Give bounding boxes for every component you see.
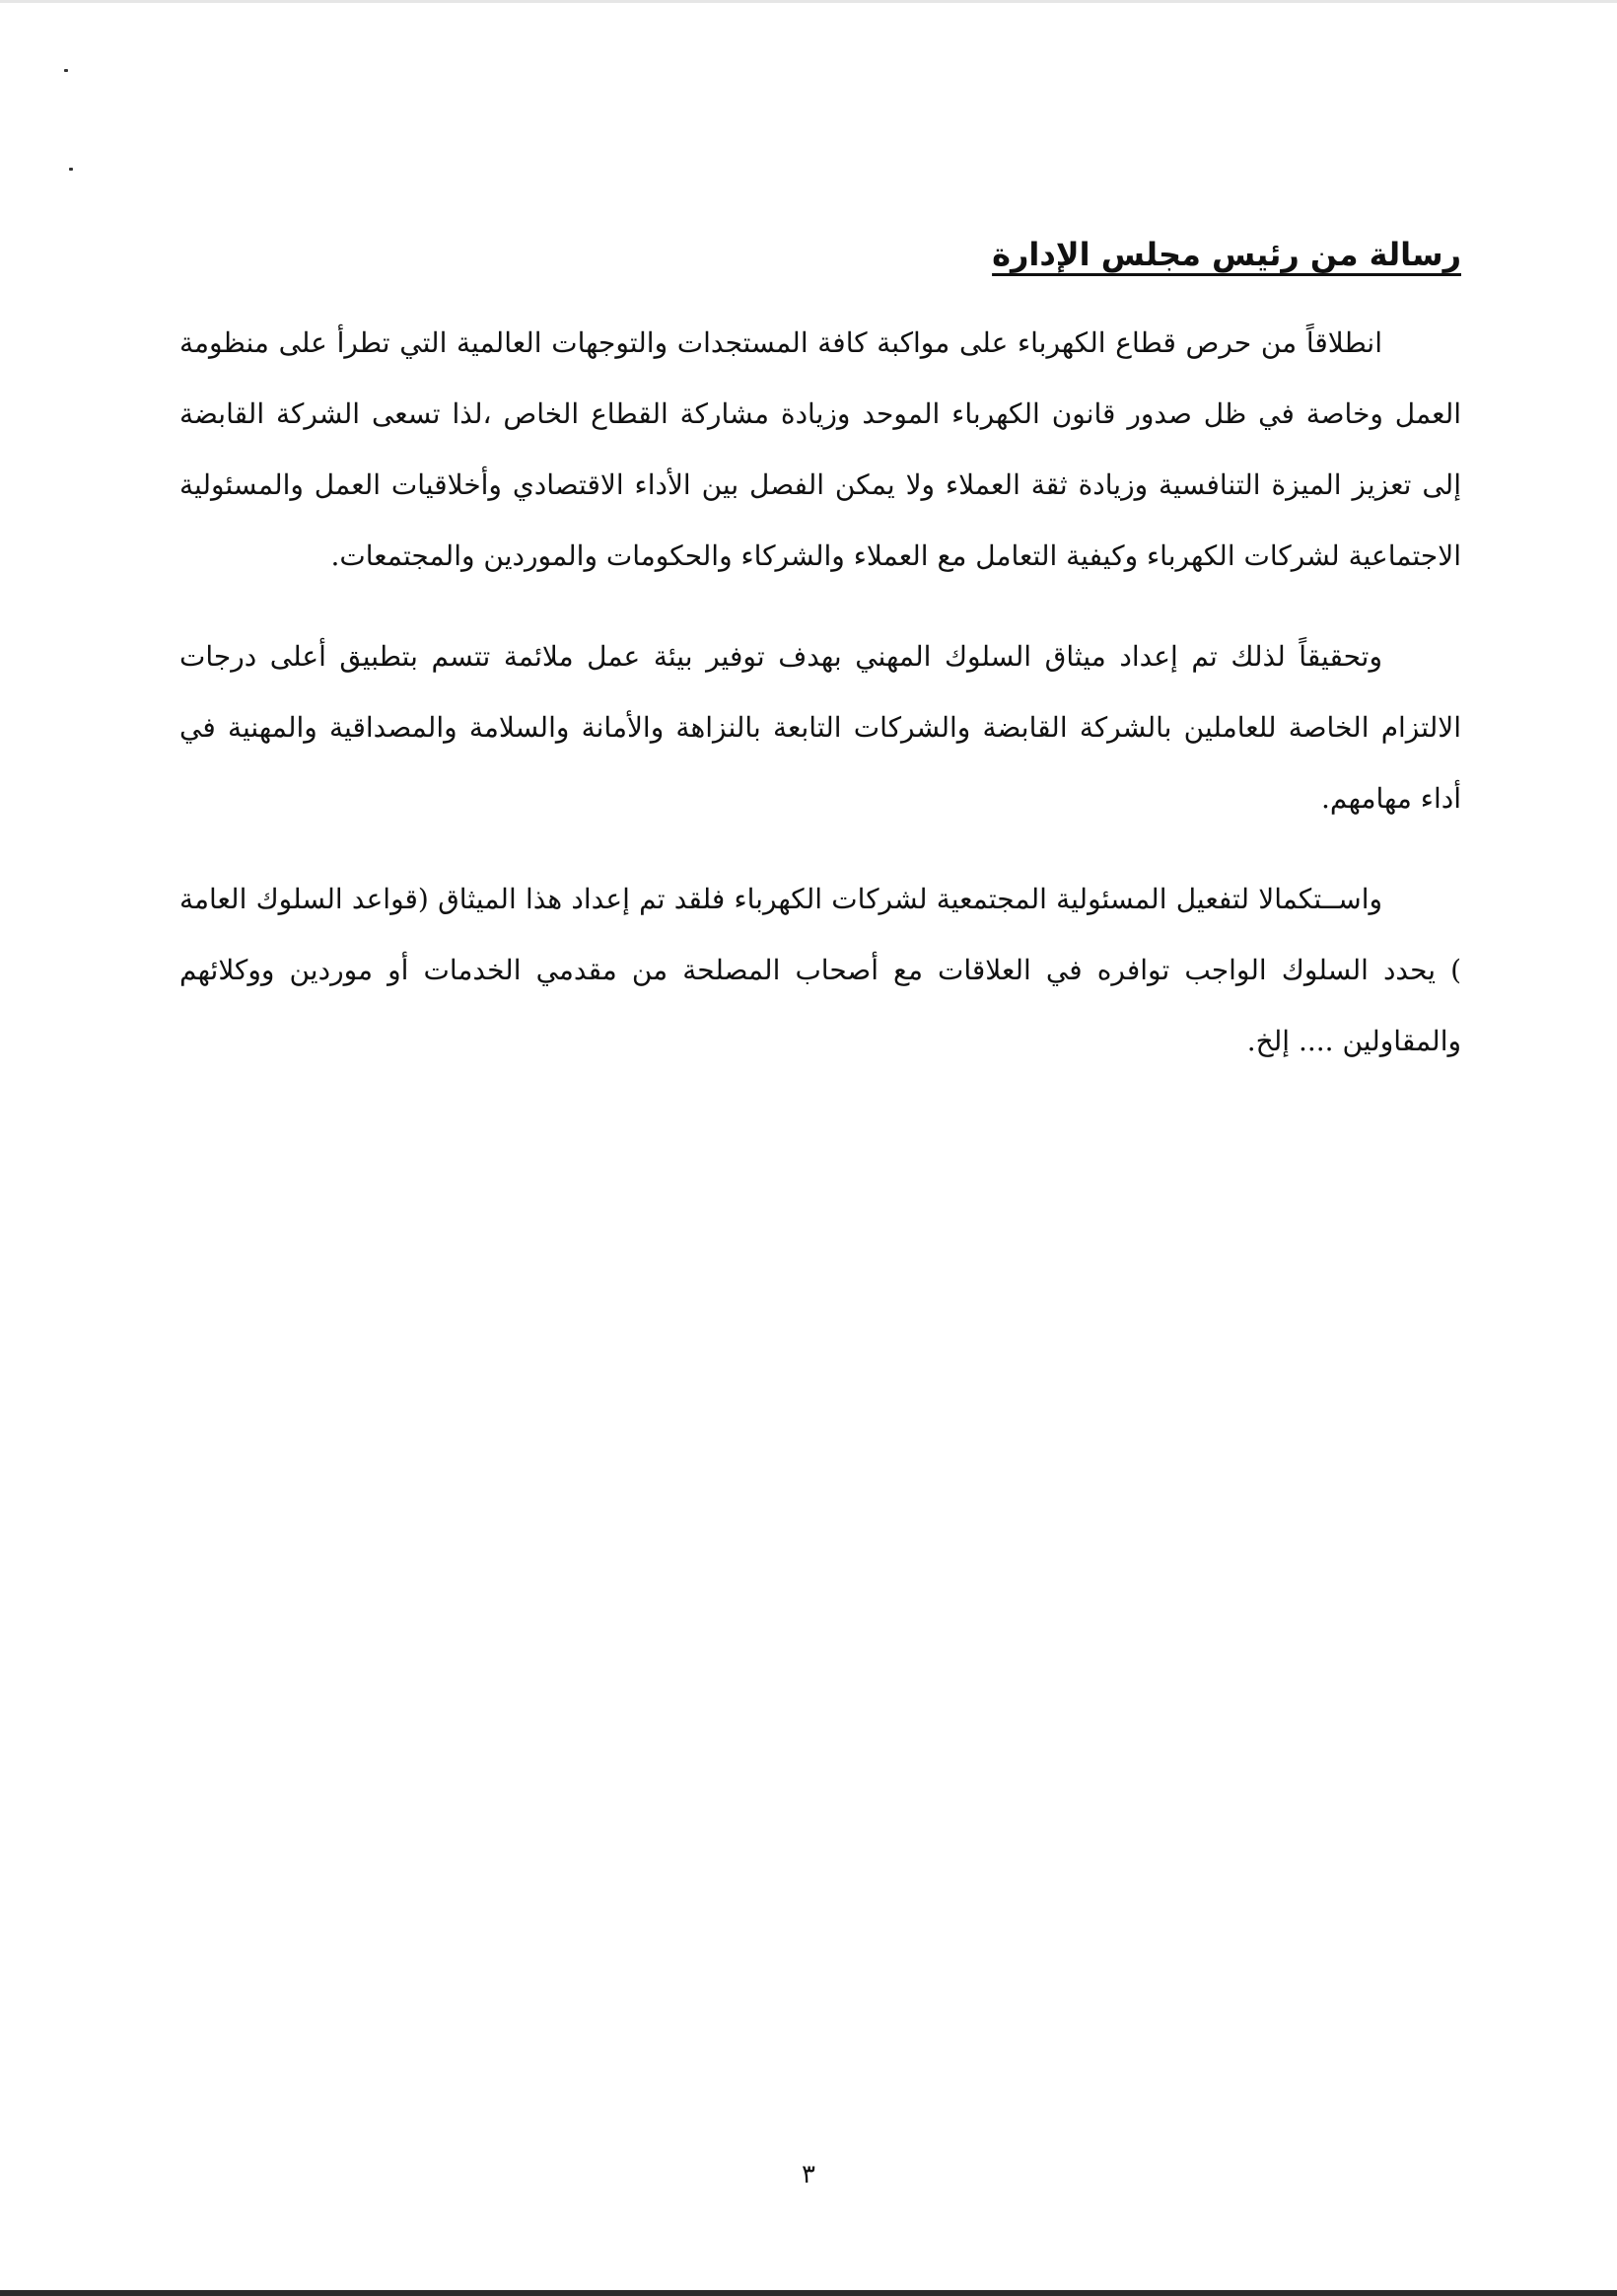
page-number: ٣ [802,2160,815,2189]
scan-speck [64,69,68,72]
page-title: رسالة من رئيس مجلس الإدارة [992,236,1461,273]
scan-bottom-edge [0,2290,1617,2296]
letter-body [179,225,1461,1107]
paragraph-1: انطلاقاً من حرص قطاع الكهرباء على مواكبة كافة المستجدات والتوجهات العالمية التي تطرأ على منظومة العمل وخاصة في ظل صدور قانون الكهرباء الموحد وزيادة مشاركة القطاع الخاص ،لذا تسعى الشركة القابضة إلى تعزيز الميزة التنافسية وزيادة ثقة العملاء ولا يمكن الفصل بين الأداء الاقتصادي وأخلاقيات العمل والمسئولية الاجتماعية لشركات الكهرباء وكيفية التعامل مع العملاء والشركاء والحكومات والموردين والمجتمعات. [179,326,1461,572]
paragraph-3: واســتكمالا لتفعيل المسئولية المجتمعية لشركات الكهرباء فلقد تم إعداد هذا الميثاق (قواعد السلوك العامة ) يحدد السلوك الواجب توافره في العلاقات مع أصحاب المصلحة من مقدمي الخدمات أو موردين ووكلائهم والمقاولين .... إلخ. [179,883,1461,1057]
scan-speck [69,168,73,171]
paragraph-2: وتحقيقاً لذلك تم إعداد ميثاق السلوك المهني بهدف توفير بيئة عمل ملائمة تتسم بتطبيق أعلى درجات الالتزام الخاصة للعاملين بالشركة القابضة والشركات التابعة بالنزاهة والأمانة والسلامة والمصداقية والمهنية في أداء مهامهم. [179,640,1461,815]
scan-top-edge [0,0,1617,3]
